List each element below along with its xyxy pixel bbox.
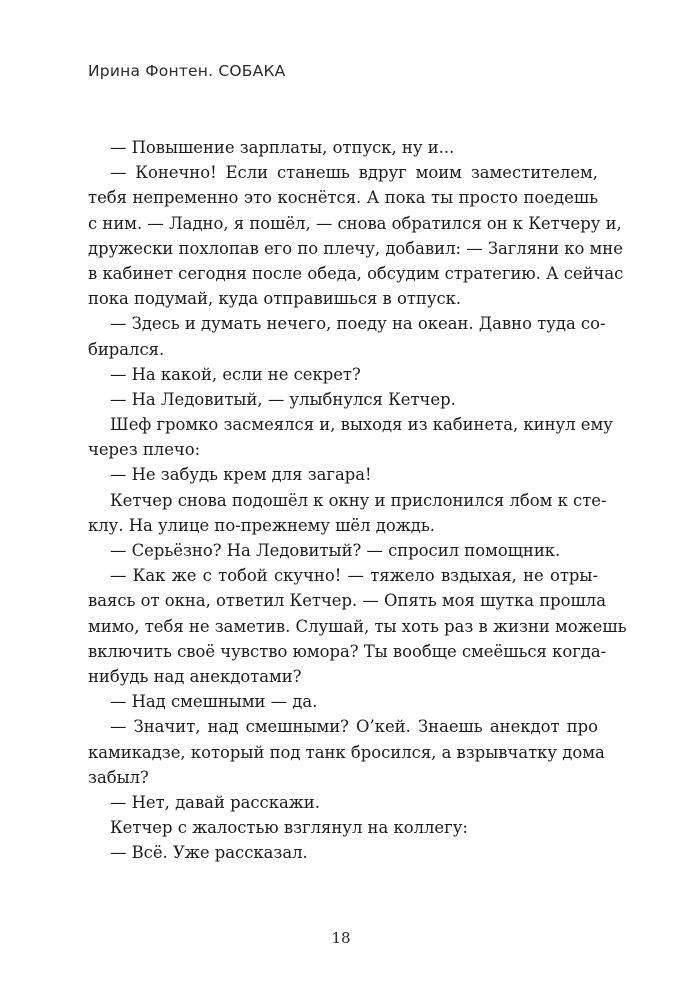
text-line: бирался.: [88, 339, 165, 359]
text-line: с ним. — Ладно, я пошёл, — снова обратился он к Кетчеру и,: [88, 213, 622, 233]
text-line: Кетчер снова подошёл к окну и прислонился лбом к сте-: [110, 490, 607, 510]
text-line: пока подумай, куда отправишься в отпуск.: [88, 289, 462, 309]
text-line: нибудь над анекдотами?: [88, 666, 302, 686]
text-line: — Всё. Уже рассказал.: [110, 843, 308, 863]
text-line: забыл?: [88, 767, 149, 787]
text-line: Шеф громко засмеялся и, выходя из кабинета, кинул ему: [110, 415, 613, 435]
text-line: — Значит, над смешными? О’кей. Знаешь анекдот про: [110, 717, 598, 737]
text-line: через плечо:: [88, 440, 201, 460]
text-line: — Повышение зарплаты, отпуск, ну и...: [110, 138, 455, 157]
text-line: — Серьёзно? На Ледовитый? — спросил помощник.: [110, 541, 561, 560]
text-line: клу. На улице по-прежнему шёл дождь.: [88, 515, 436, 535]
text-line: — Нет, давай расскажи.: [110, 792, 320, 812]
running-header: Ирина Фонтен. СОБАКА: [88, 62, 286, 80]
text-line: Кетчер с жалостью взглянул на коллегу:: [110, 818, 468, 838]
text-line: — Не забудь крем для загара!: [110, 465, 372, 485]
page-number: 18: [331, 929, 351, 947]
page-body-text: [88, 135, 627, 865]
text-line: в кабинет сегодня после обеда, обсудим стратегию. А сейчас: [88, 263, 624, 283]
text-line: — На какой, если не секрет?: [110, 364, 361, 384]
text-line: — На Ледовитый, — улыбнулся Кетчер.: [110, 389, 456, 409]
text-line: мимо, тебя не заметив. Слушай, ты хоть раз в жизни можешь: [88, 616, 627, 636]
text-line: тебя непременно это коснётся. А пока ты просто поедешь: [88, 188, 598, 208]
text-line: — Конечно! Если станешь вдруг моим заместителем,: [110, 163, 598, 183]
text-line: ваясь от окна, ответил Кетчер. — Опять моя шутка прошла: [88, 591, 606, 611]
text-line: — Над смешными — да.: [110, 692, 318, 712]
text-line: дружески похлопав его по плечу, добавил: — Загляни ко мне: [88, 238, 623, 258]
text-line: камикадзе, который под танк бросился, а взрывчатку дома: [88, 742, 605, 762]
text-line: включить своё чувство юмора? Ты вообще смеёшься когда-: [88, 641, 607, 661]
text-line: — Здесь и думать нечего, поеду на океан. Давно туда со-: [110, 314, 606, 334]
text-line: — Как же с тобой скучно! — тяжело вздыхая, не отры-: [110, 566, 598, 586]
